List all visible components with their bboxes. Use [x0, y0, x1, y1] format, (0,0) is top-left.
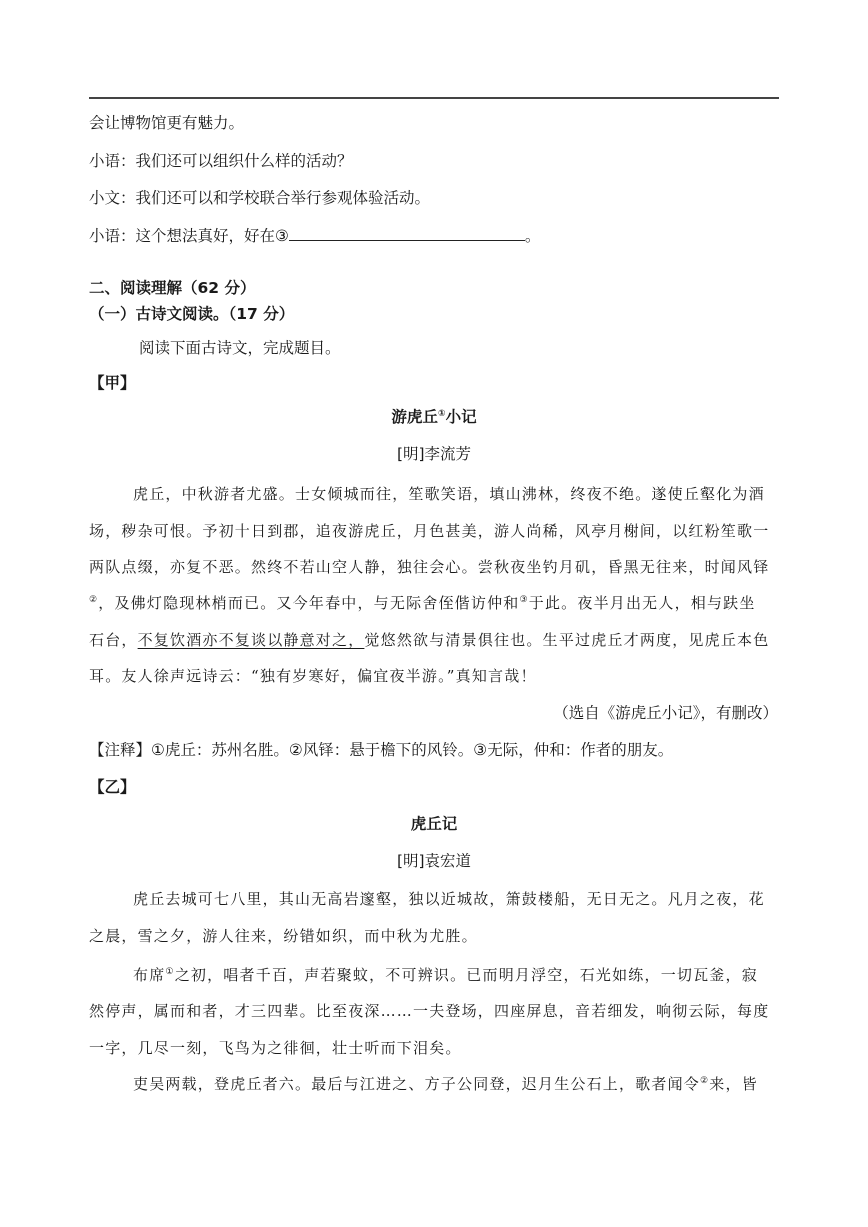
footnote-ref: ①	[165, 967, 175, 977]
passage-marker-a: 【甲】	[89, 374, 136, 392]
footnote-ref: ③	[519, 595, 529, 605]
passage-text: ，及佛灯隐现林梢而已。又今年春中，与无际舍侄偕访仲和	[98, 594, 520, 612]
instruction: 阅读下面古诗文，完成题目。	[139, 339, 341, 357]
passage-author-a: [明]李流芳	[396, 445, 472, 463]
passage-text: 于此。夜半月出无人，相与趺坐	[528, 594, 756, 612]
dialogue-end: 。	[524, 227, 541, 245]
passage-text: 觉悠然欲与清景俱往也。生平过虎丘才两度，见虎丘本色	[364, 631, 770, 649]
passage-line	[133, 965, 758, 985]
footnote-ref: ②	[89, 595, 99, 605]
source-citation: （选自《游虎丘小记》，有删改）	[553, 704, 778, 722]
footnote-ref: ②	[700, 1076, 710, 1086]
passage-title-a	[0, 407, 868, 427]
passage-line	[89, 630, 769, 650]
passage-line	[133, 1074, 758, 1094]
passage-marker-b: 【乙】	[89, 778, 136, 796]
underlined-sentence: 不复饮酒亦不复谈以静意对之，	[137, 631, 365, 649]
section-heading: 二、阅读理解（62 分）	[89, 279, 256, 297]
title-text: 小记	[445, 408, 477, 426]
passage-author-b: [明]袁宏道	[396, 852, 472, 870]
dialogue-text: 小语：这个想法真好，好在③	[89, 227, 289, 245]
title-text: 游虎丘	[391, 408, 438, 426]
sub-heading: （一）古诗文阅读。（17 分）	[89, 305, 295, 323]
header-rule	[89, 97, 779, 99]
passage-line: 耳。友人徐声远诗云：“独有岁寒好，偏宜夜半游。”真知言哉！	[89, 667, 537, 685]
passage-text: 吏吴两载，登虎丘者六。最后与江进之、方子公同登，迟月生公石上，歌者闻令	[133, 1075, 701, 1093]
answer-blank[interactable]	[289, 225, 525, 241]
dialogue-line-with-blank	[89, 225, 540, 246]
dialogue-line: 会让博物馆更有魅力。	[89, 114, 245, 132]
passage-text: 之初，唱者千百，声若聚蚊，不可辨识。已而明月浮空，石光如练，一切瓦釜，寂	[174, 966, 758, 984]
passage-text: 来，皆	[709, 1075, 758, 1093]
passage-line	[89, 593, 756, 613]
footnote-ref: ①	[437, 408, 446, 419]
passage-line: 场，秽杂可恨。予初十日到郡，追夜游虎丘，月色甚美，游人尚稀，风亭月榭间，以红粉笙歌一	[89, 522, 770, 540]
passage-line: 一字，几尽一刻，飞鸟为之徘徊，壮士听而下泪矣。	[89, 1039, 462, 1057]
passage-text: 布席	[133, 966, 166, 984]
passage-text: 石台，	[89, 631, 138, 649]
passage-line: 然停声，属而和者，才三四辈。比至夜深……一夫登场，四座屏息，音若细发，响彻云际，每度	[89, 1002, 770, 1020]
passage-line: 虎丘，中秋游者尤盛。士女倾城而往，笙歌笑语，填山沸林，终夜不绝。遂使丘壑化为酒	[133, 485, 765, 503]
annotation-notes: 【注释】①虎丘：苏州名胜。②风铎：悬于檐下的风铃。③无际，仲和：作者的朋友。	[89, 741, 674, 759]
dialogue-line: 小文：我们还可以和学校联合举行参观体验活动。	[89, 189, 431, 207]
dialogue-line: 小语：我们还可以组织什么样的活动？	[89, 152, 353, 170]
passage-line: 之晨，雪之夕，游人往来，纷错如织，而中秋为尤胜。	[89, 927, 478, 945]
passage-line: 两队点缀，亦复不恶。然终不若山空人静，独往会心。尝秋夜坐钓月矶，昏黑无往来，时闻风铎	[89, 558, 770, 576]
passage-title-b: 虎丘记	[410, 815, 458, 833]
passage-line: 虎丘去城可七八里，其山无高岩邃壑，独以近城故，箫鼓楼船，无日无之。凡月之夜，花	[133, 890, 765, 908]
